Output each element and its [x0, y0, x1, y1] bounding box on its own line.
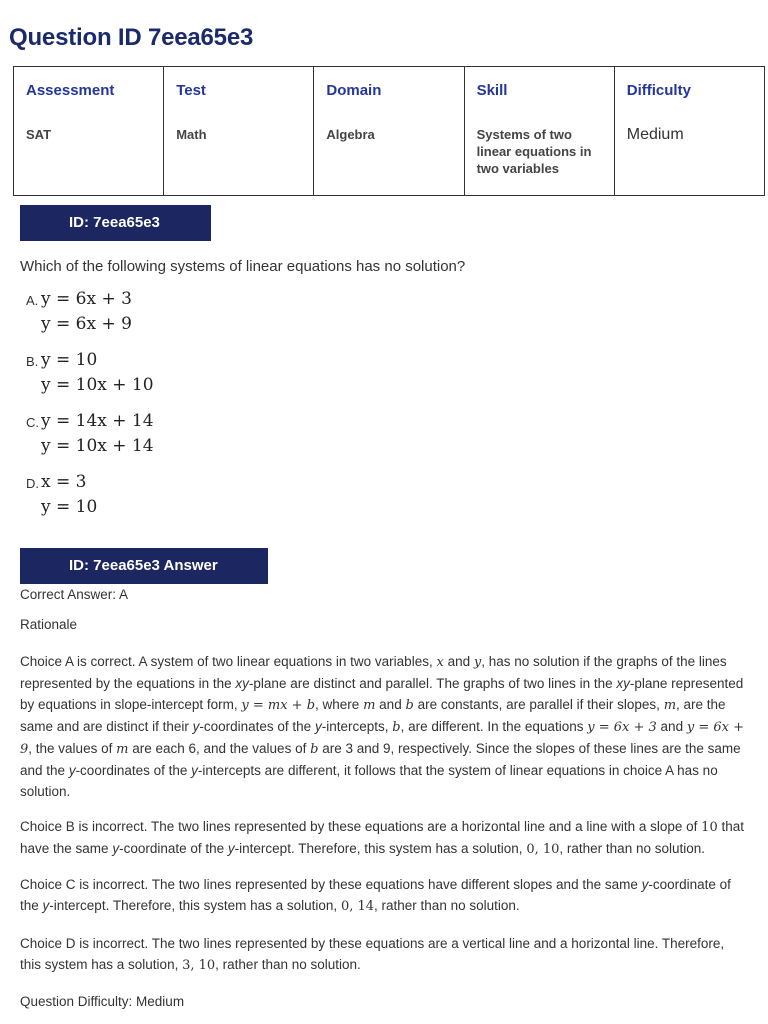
meta-header-assessment: Assessment: [26, 82, 115, 99]
option-a-equation-1: y = 6x + 3: [41, 289, 132, 309]
meta-assessment-cell: [14, 67, 164, 196]
option-c-label: C.: [26, 415, 39, 430]
choice-a-rationale: Choice A is correct. A system of two linear equations in two variables, x and y, has no solution if the graphs of the lines represented by the equations in the xy-plane are distinct and parallel. The graphs of two lines in the xy-plane represented by equations in slope-intercept form, y = mx + b, where m and b are constants, are parallel if their slopes, m, are the same and are distinct if their y-coordinates of the y-intercepts, b, are different. In the equations y = 6x + 3 and y = 6x + 9, the values of m are each 6, and the values of b are 3 and 9, respectively. Since the slopes of these lines are the same and the y-coordinates of the y-intercepts are different, it follows that the system of linear equations in choice A has no solution.: [20, 654, 744, 799]
option-d-equation-2: y = 10: [41, 497, 98, 517]
option-a-label: A.: [26, 293, 39, 308]
correct-answer: Correct Answer: A: [20, 587, 129, 602]
meta-value-test: Math: [176, 127, 207, 142]
question-difficulty-footer: Question Difficulty: Medium: [20, 994, 185, 1009]
meta-value-assessment: SAT: [26, 127, 52, 142]
meta-header-skill: Skill: [476, 82, 508, 99]
question-text: Which of the following systems of linear equations has no solution?: [20, 258, 466, 275]
option-d-label: D.: [26, 476, 39, 491]
question-metadata-table: [13, 66, 765, 196]
question-id-band: ID: 7eea65e3: [20, 205, 211, 241]
option-b-equation-1: y = 10: [41, 350, 98, 370]
meta-domain-cell: [314, 67, 464, 196]
meta-value-difficulty: Medium: [626, 126, 684, 143]
option-c-equation-2: y = 10x + 14: [41, 436, 154, 456]
meta-value-skill: Systems of two linear equations in two variables: [476, 127, 592, 176]
meta-test-cell: [164, 67, 314, 196]
option-c-equation-1: y = 14x + 14: [41, 411, 154, 431]
choice-c-rationale: Choice C is incorrect. The two lines represented by these equations have different slopes and the same y-coordinate of the y-intercept. Therefore, this system has a solution, 0, 14, rather than no solution.: [20, 877, 731, 914]
choice-b-rationale: Choice B is incorrect. The two lines represented by these equations are a horizontal line and a line with a slope of 10 that have the same y-coordinate of the y-intercept. Therefore, this system has a solution, 0, 10, rather than no solution.: [20, 819, 745, 857]
meta-header-test: Test: [176, 82, 206, 99]
meta-value-domain: Algebra: [326, 127, 375, 142]
option-b-label: B.: [26, 354, 39, 369]
option-d-equation-1: x = 3: [41, 472, 87, 492]
option-b-equation-2: y = 10x + 10: [41, 375, 154, 395]
option-a-equation-2: y = 6x + 9: [41, 314, 132, 334]
meta-header-domain: Domain: [326, 82, 382, 99]
meta-skill-cell: [464, 67, 614, 196]
choice-d-rationale: Choice D is incorrect. The two lines represented by these equations are a vertical line and a horizontal line. Therefore, this system has a solution, 3, 10, rather than no solution.: [20, 936, 725, 973]
meta-difficulty-cell: [614, 67, 764, 196]
rationale-heading: Rationale: [20, 617, 78, 632]
answer-id-band: ID: 7eea65e3 Answer: [20, 548, 268, 584]
page-title: Question ID 7eea65e3: [9, 24, 254, 51]
meta-header-difficulty: Difficulty: [626, 82, 691, 99]
